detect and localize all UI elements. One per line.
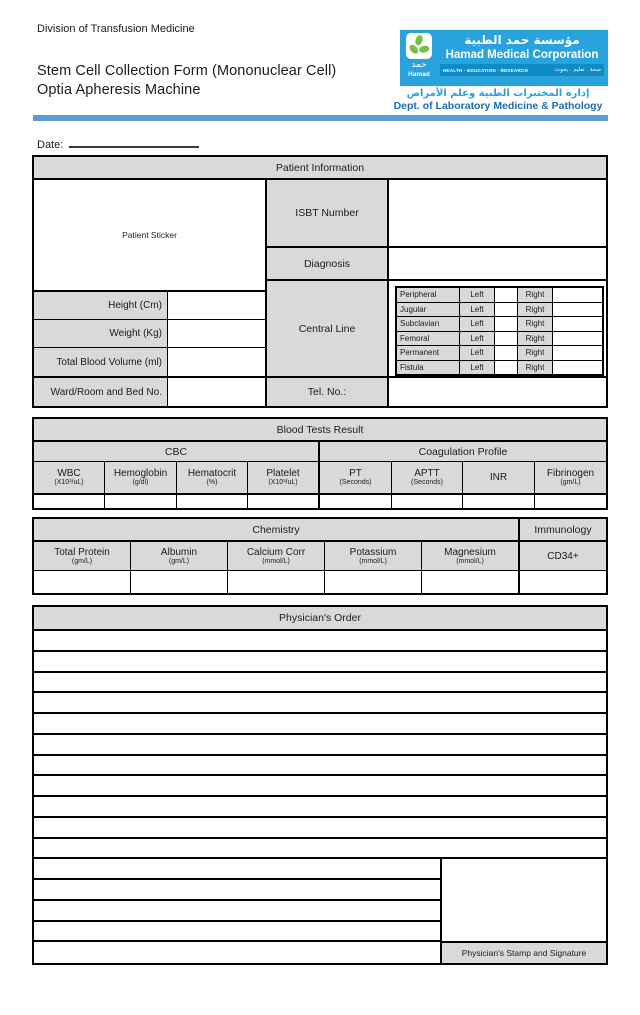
physician-stamp-box <box>440 859 606 963</box>
physician-order-line[interactable] <box>34 797 606 818</box>
cbc-group-header: CBC <box>34 442 320 462</box>
magnesium-value-field[interactable] <box>422 571 520 593</box>
column-unit: (X10³/uL) <box>268 479 298 486</box>
potassium-value-field[interactable] <box>325 571 422 593</box>
date-field[interactable] <box>69 135 199 148</box>
platelet-value-field[interactable] <box>248 495 320 508</box>
bt-column-header-fibrinogen <box>535 462 606 495</box>
column-unit: (Seconds) <box>339 479 372 486</box>
physicians-order-header: Physician's Order <box>34 607 606 631</box>
logo-tagline-strip <box>440 64 604 76</box>
chemistry-table <box>32 517 608 595</box>
bt-column-header-inr <box>463 462 535 495</box>
right-label: Right <box>518 361 552 375</box>
accent-bar <box>33 115 608 121</box>
blood-tests-table <box>32 417 608 510</box>
hmc-logo-text <box>438 30 608 86</box>
diagnosis-label: Diagnosis <box>267 248 389 281</box>
column-unit: (X10³/uL) <box>54 479 84 486</box>
central-line-site-label: Fistula <box>397 361 459 375</box>
immunology-header: Immunology <box>520 519 606 542</box>
physician-order-line[interactable] <box>34 901 440 922</box>
left-label: Left <box>460 346 494 360</box>
central-line-table <box>395 286 604 376</box>
ch-column-header-magnesium <box>422 542 520 571</box>
calcium-value-field[interactable] <box>228 571 325 593</box>
central-line-fistula-right-field[interactable] <box>553 361 602 375</box>
column-name: Hemoglobin <box>113 468 168 479</box>
physician-order-line[interactable] <box>34 859 440 880</box>
ch-column-header-albumin <box>131 542 228 571</box>
fibrinogen-value-field[interactable] <box>535 495 606 508</box>
diagnosis-field[interactable] <box>389 248 606 281</box>
physician-stamp-label: Physician's Stamp and Signature <box>442 941 606 963</box>
left-label: Left <box>460 288 494 302</box>
date-row <box>37 135 199 151</box>
patient-sticker-label: Patient Sticker <box>122 230 177 240</box>
central-line-jugular-right-field[interactable] <box>553 303 602 317</box>
right-label: Right <box>518 332 552 346</box>
physician-order-line[interactable] <box>34 631 606 652</box>
weight-label: Weight (Kg) <box>34 320 168 348</box>
patient-sticker-area[interactable] <box>34 180 267 292</box>
column-name: Magnesium <box>444 546 496 558</box>
physicians-order-body <box>34 631 606 963</box>
physician-order-line[interactable] <box>34 776 606 797</box>
column-name: Platelet <box>266 468 300 479</box>
chemistry-header: Chemistry <box>34 519 520 542</box>
central-line-permanent-left-field[interactable] <box>495 346 517 360</box>
department-lines <box>388 88 608 113</box>
wbc-value-field[interactable] <box>34 495 105 508</box>
column-name: CD34+ <box>547 550 579 562</box>
tagline-english: HEALTH · EDUCATION · RESEARCH <box>443 67 528 73</box>
pt-value-field[interactable] <box>320 495 392 508</box>
date-label: Date: <box>37 139 64 151</box>
bt-column-header-pt <box>320 462 392 495</box>
division-title: Division of Transfusion Medicine <box>37 23 195 35</box>
physician-order-line[interactable] <box>34 735 606 756</box>
hemoglobin-value-field[interactable] <box>105 495 177 508</box>
ch-column-header-total-protein <box>34 542 131 571</box>
total-blood-volume-field[interactable] <box>168 348 267 378</box>
column-name: Calcium Corr <box>246 546 306 558</box>
central-line-site-label: Subclavian <box>397 317 459 331</box>
physician-order-line[interactable] <box>34 714 606 735</box>
central-line-femoral-left-field[interactable] <box>495 332 517 346</box>
left-label: Left <box>460 361 494 375</box>
central-line-fistula-left-field[interactable] <box>495 361 517 375</box>
form-title-line1: Stem Cell Collection Form (Mononuclear Cell) <box>37 63 337 79</box>
column-name: Hematocrit <box>187 468 237 479</box>
tagline-arabic: صحة . تعليم . بحوث <box>554 67 601 73</box>
blood-tests-header: Blood Tests Result <box>34 419 606 442</box>
patient-information-header: Patient Information <box>34 157 606 180</box>
hamad-english-wordmark: Hamad <box>408 71 430 78</box>
physician-order-line[interactable] <box>34 693 606 714</box>
column-name: INR <box>489 472 508 483</box>
albumin-value-field[interactable] <box>131 571 228 593</box>
physicians-order-table <box>32 605 608 965</box>
right-label: Right <box>518 346 552 360</box>
tel-label: Tel. No.: <box>267 378 389 406</box>
cd34-column-header <box>520 542 606 571</box>
hmc-logo <box>400 30 608 86</box>
central-line-subclavian-left-field[interactable] <box>495 317 517 331</box>
column-name: Total Protein <box>54 546 110 558</box>
central-line-jugular-left-field[interactable] <box>495 303 517 317</box>
weight-field[interactable] <box>168 320 267 348</box>
physician-order-line[interactable] <box>34 673 606 694</box>
central-line-femoral-right-field[interactable] <box>553 332 602 346</box>
left-label: Left <box>460 317 494 331</box>
right-label: Right <box>518 317 552 331</box>
hamad-arabic-wordmark: حمد <box>411 60 427 70</box>
physician-order-line[interactable] <box>34 880 440 901</box>
bt-column-header-hematocrit <box>177 462 248 495</box>
physician-order-line[interactable] <box>34 922 440 943</box>
column-name: PT <box>349 468 362 479</box>
department-arabic: إدارة المختبرات الطبية وعلم الأمراض <box>406 88 590 99</box>
bt-column-header-hemoglobin <box>105 462 177 495</box>
column-unit: (g/dl) <box>132 479 149 486</box>
height-label: Height (Cm) <box>34 292 168 320</box>
left-label: Left <box>460 332 494 346</box>
ward-field[interactable] <box>168 378 267 406</box>
cd34-value-field[interactable] <box>520 571 606 593</box>
right-label: Right <box>518 288 552 302</box>
physician-stamp-area[interactable] <box>442 859 606 941</box>
left-label: Left <box>460 303 494 317</box>
physician-order-line[interactable] <box>34 839 606 860</box>
total-blood-volume-label: Total Blood Volume (ml) <box>34 348 168 378</box>
form-title-line2: Optia Apheresis Machine <box>37 82 201 98</box>
physician-order-line[interactable] <box>34 818 606 839</box>
central-line-area <box>389 281 606 378</box>
column-name: Potassium <box>349 546 397 558</box>
ch-column-header-potassium <box>325 542 422 571</box>
column-unit: (mmol/L) <box>262 557 290 565</box>
physician-order-line[interactable] <box>34 756 606 777</box>
hamad-leaves-icon <box>406 33 432 59</box>
column-unit: (Seconds) <box>411 479 443 486</box>
central-line-label: Central Line <box>267 281 389 378</box>
column-unit: (mmol/L) <box>359 557 387 565</box>
inr-value-field[interactable] <box>463 495 535 508</box>
ch-column-header-calcium <box>228 542 325 571</box>
central-line-peripheral-left-field[interactable] <box>495 288 517 302</box>
column-unit: (mmol/L) <box>456 557 484 565</box>
physician-order-line[interactable] <box>34 942 440 963</box>
column-name: Fibrinogen <box>546 468 595 479</box>
bt-column-header-aptt <box>392 462 463 495</box>
column-unit: (gm/L) <box>560 479 581 486</box>
form-title <box>37 62 336 100</box>
isbt-number-field[interactable] <box>389 180 606 248</box>
central-line-site-label: Permanent <box>397 346 459 360</box>
column-unit: (%) <box>206 479 218 486</box>
central-line-site-label: Jugular <box>397 303 459 317</box>
column-name: APTT <box>414 468 440 479</box>
org-name-arabic: مؤسسة حمد الطبية <box>464 33 580 47</box>
right-label: Right <box>518 303 552 317</box>
column-name: Albumin <box>160 546 198 558</box>
height-field[interactable] <box>168 292 267 320</box>
central-line-subclavian-right-field[interactable] <box>553 317 602 331</box>
central-line-site-label: Femoral <box>397 332 459 346</box>
hematocrit-value-field[interactable] <box>177 495 248 508</box>
ward-label: Ward/Room and Bed No. <box>34 378 168 406</box>
isbt-number-label: ISBT Number <box>267 180 389 248</box>
column-name: WBC <box>57 468 81 479</box>
department-english: Dept. of Laboratory Medicine & Pathology <box>393 100 603 112</box>
column-unit: (gm/L) <box>71 557 93 565</box>
total-protein-value-field[interactable] <box>34 571 131 593</box>
coagulation-group-header: Coagulation Profile <box>320 442 606 462</box>
tel-field[interactable] <box>389 378 606 406</box>
org-name-english: Hamad Medical Corporation <box>445 49 599 61</box>
bt-column-header-wbc <box>34 462 105 495</box>
bt-column-header-platelet <box>248 462 320 495</box>
aptt-value-field[interactable] <box>392 495 463 508</box>
physician-order-line[interactable] <box>34 652 606 673</box>
central-line-peripheral-right-field[interactable] <box>553 288 602 302</box>
patient-information-table <box>32 155 608 408</box>
hmc-logo-emblem <box>400 30 438 86</box>
column-unit: (gm/L) <box>168 557 190 565</box>
central-line-site-label: Peripheral <box>397 288 459 302</box>
central-line-permanent-right-field[interactable] <box>553 346 602 360</box>
